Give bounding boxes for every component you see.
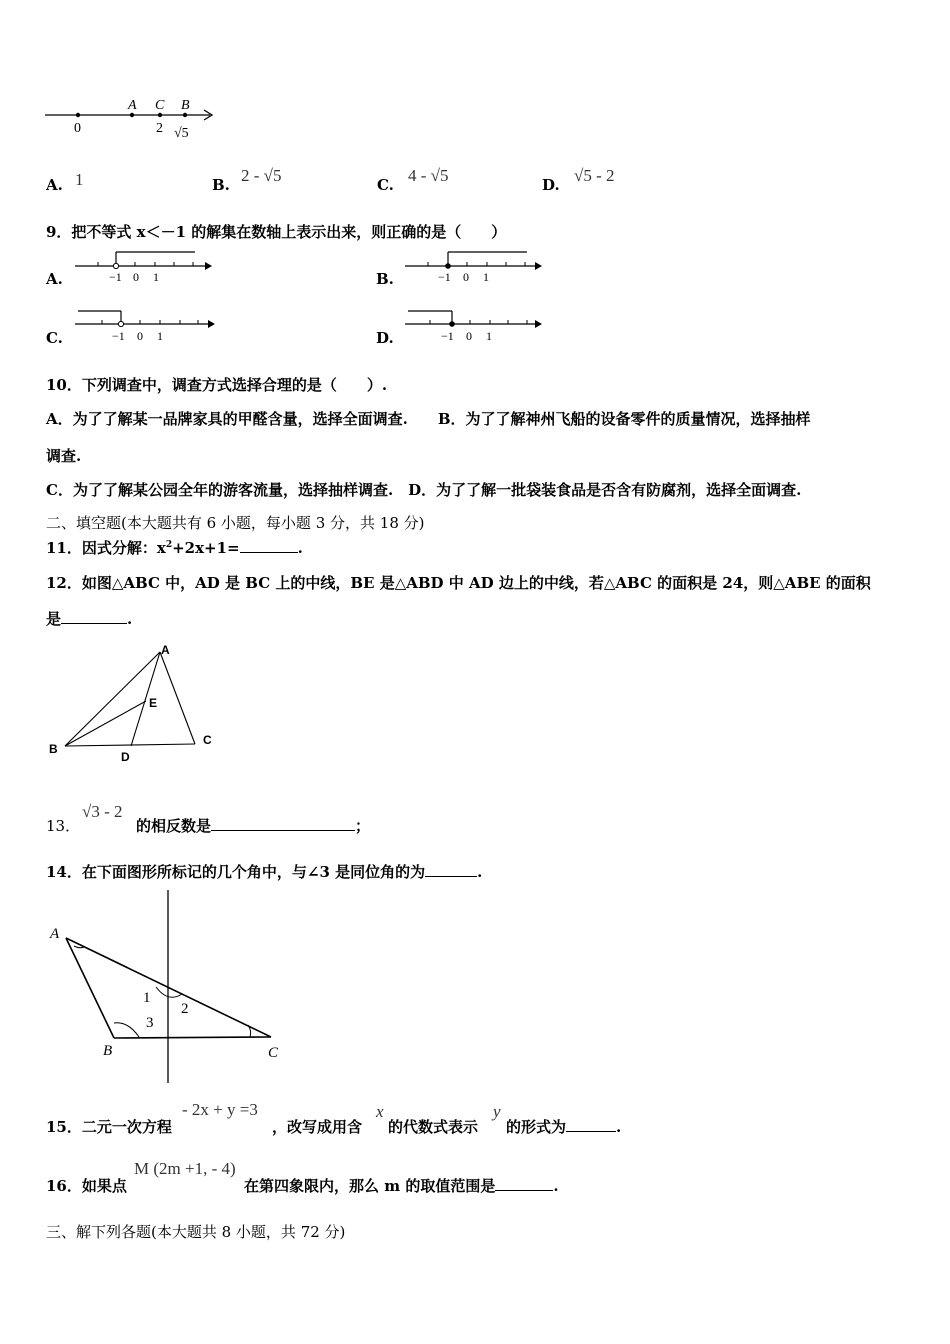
q14-angle-figure [40, 885, 290, 1090]
label-b: B [103, 1043, 113, 1059]
q9-option-a: A. [46, 270, 63, 288]
q12-line-1: 12．如图△ABC 中，AD 是 BC 上的中线，BE 是△ABD 中 AD 边上的中线，若△ABC 的面积是 24，则△ABE 的面积 [46, 574, 871, 592]
section-3-heading: 三、解下列各题(本大题共 8 小题，共 72 分) [46, 1223, 346, 1241]
label-angle-2: 2 [181, 1001, 189, 1017]
q8-option-b-value: 2 - √5 [241, 166, 282, 185]
label-0: 0 [74, 121, 81, 136]
q16-answer-blank [495, 1176, 553, 1191]
q12-line-2: 是 . [46, 610, 133, 628]
q10-line-2: 调查. [46, 447, 82, 465]
label-a: A [128, 98, 137, 113]
svg-text:−1: −1 [112, 329, 125, 343]
svg-text:1: 1 [157, 329, 163, 343]
q9-option-c: C. [46, 329, 63, 347]
label-angle-3: 3 [146, 1015, 154, 1031]
q15-mid: ，改写成用含 [272, 1118, 363, 1136]
label-c: C [268, 1045, 279, 1061]
svg-text:−1: −1 [109, 270, 122, 284]
q13-question: 的相反数是 ； [136, 817, 371, 835]
q15-mid-2: 的代数式表示 [388, 1118, 479, 1136]
q16-prefix: 16．如果点 [46, 1177, 127, 1195]
q10-line-1: A．为了了解某一品牌家具的甲醛含量，选择全面调查. B．为了了解神州飞船的设备零件的质量情况，选择抽样 [46, 410, 811, 428]
q8-option-a-letter: A. [46, 176, 63, 194]
q15-tail: 的形式为 . [506, 1118, 622, 1136]
label-b: B [49, 742, 58, 756]
label-e: E [149, 696, 158, 710]
point-c [158, 113, 162, 117]
q15-prefix: 15．二元一次方程 [46, 1118, 172, 1136]
q11-answer-blank [240, 538, 298, 553]
label-c: C [155, 98, 165, 113]
q8-option-d-value: √5 - 2 [574, 166, 615, 185]
label-c: C [203, 733, 212, 747]
q10-line-3: C．为了了解某公园全年的游客流量，选择抽样调查. D．为了了解一批袋装食品是否含有防腐剂，选择全面调查. [46, 481, 802, 499]
svg-text:1: 1 [486, 329, 492, 343]
q16-question: 在第四象限内，那么 m 的取值范围是 . [244, 1177, 559, 1195]
q15-var-y: y [493, 1102, 501, 1121]
q8-option-b-letter: B. [212, 176, 230, 194]
q8-number-line-figure [40, 95, 230, 145]
q13-expression: √3 - 2 [82, 802, 123, 821]
point-b [183, 113, 187, 117]
q10-question: 10．下列调查中，调查方式选择合理的是（ ）. [46, 376, 388, 394]
q12-answer-blank [61, 609, 127, 624]
label-sqrt5: √5 [174, 126, 189, 141]
q15-equation: - 2x + y =3 [182, 1100, 258, 1119]
label-angle-1: 1 [143, 990, 151, 1006]
section-2-heading: 二、填空题(本大题共有 6 小题，每小题 3 分，共 18 分) [46, 514, 425, 532]
q9-option-d: D. [376, 329, 394, 347]
label-b: B [181, 98, 190, 113]
point-0 [76, 113, 80, 117]
q8-option-d-letter: D. [542, 176, 560, 194]
q14-answer-blank [425, 862, 477, 877]
q11-question: 11．因式分解：$x^2+2x+1=$ . [46, 539, 303, 557]
label-d: D [121, 750, 130, 764]
q14-question: 14．在下面图形所标记的几个角中，与∠3 是同位角的为 . [46, 863, 483, 881]
q8-option-c-value: 4 - √5 [408, 166, 449, 185]
label-a: A [50, 926, 60, 942]
q9-option-a-number-line [70, 248, 215, 288]
svg-text:0: 0 [466, 329, 472, 343]
point-a [130, 113, 134, 117]
label-2: 2 [156, 121, 163, 136]
svg-text:0: 0 [137, 329, 143, 343]
q16-point: M (2m +1, - 4) [134, 1159, 236, 1178]
svg-text:0: 0 [133, 270, 139, 284]
svg-text:−1: −1 [438, 270, 451, 284]
q9-question: 9．把不等式 x＜－1 的解集在数轴上表示出来，则正确的是（ ） [46, 223, 507, 241]
q9-option-b: B. [376, 270, 394, 288]
q15-answer-blank [566, 1117, 616, 1132]
svg-text:1: 1 [483, 270, 489, 284]
q8-option-c-letter: C. [377, 176, 394, 194]
svg-text:−1: −1 [441, 329, 454, 343]
q9-option-b-number-line [400, 248, 545, 288]
q9-option-c-number-line [70, 306, 220, 346]
q13-answer-blank [211, 816, 355, 831]
q9-option-d-number-line [400, 306, 550, 346]
label-a: A [161, 643, 170, 657]
svg-text:0: 0 [463, 270, 469, 284]
q12-triangle-figure [45, 640, 225, 770]
q8-option-a-value: 1 [75, 170, 84, 189]
q15-var-x: x [376, 1102, 384, 1121]
q13-number: 13． [46, 817, 81, 835]
svg-text:1: 1 [153, 270, 159, 284]
